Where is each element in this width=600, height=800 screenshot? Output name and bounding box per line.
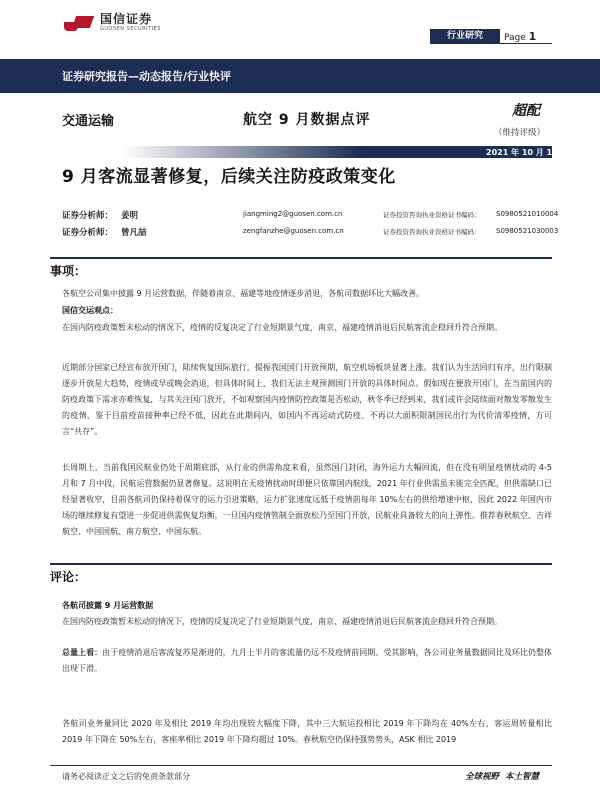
inline-text: 由于疫情消退后客流复苏是渐进的，九月上半月的客流量仍远不及疫情前同期、受其影响，各公司业务量数据同比及环比仍整体出现下滑。 bbox=[62, 648, 552, 673]
rating-note: （维持评级） bbox=[494, 128, 546, 138]
slogan-part: 全球视野 bbox=[465, 772, 500, 782]
analyst-row-1 bbox=[62, 209, 138, 221]
guosen-logo-icon bbox=[62, 14, 96, 32]
page-number: 1 bbox=[528, 30, 537, 43]
paragraph: 长周期上，当前我国民航业仍处于周期底部，从行业的供需角度来看，虽然国门封闭，海外运力大幅回流，但在没有明显疫情扰动的 4-5 月和 7 月中段，民航运营数据仍显著修复。这说明在无疫情扰动时即便只依靠国内航线，2021 年行业供需虽未能完全匹配，但供需缺口已经显著收窄，目前各航司仍保持着保守的运力引进策略，运力扩张速度远低于疫情前每年 10%左右的供给增速中枢，因此 2022 年国内市场的继续修复有望进一步促进供需恢复均衡，一旦国内疫情管制全面放松乃至国门开放，民航业具备较大的向上弹性。推荐春秋航空、吉祥航空、中国国航、南方航空、中国东航。 bbox=[62, 463, 552, 536]
paragraph: 各航空公司集中披露 9 月运营数据，伴随着南京、福建等地疫情逐步消退，各航司数据环比大幅改善。 bbox=[62, 289, 425, 298]
date-bar-fade bbox=[62, 146, 362, 158]
paragraph: 近期部分国家已经宣布放开国门，陆续恢复国际旅行，提振我国国门开放预期，航空机场板块显著上涨。我们认为生活回归有序，出行限制逐步开放是大趋势，疫情或早或晚会消退，但具体时间上，我们无法主观预测国门开放的具体时间点。假如现在便放开国门，在当前国内的防疫政策下需求亦难恢复，与其关注国门放开，不如观察国内疫情防控政策是否松动，秋冬季已经到来，我们或许会陆续面对散发零散发生的疫情，鉴于目前疫苗接种率已经不低，因此在此期间内，如国内不再运动式防疫、不再以大面积限制国民出行为代价清零疫情，方可言“共存”。 bbox=[62, 363, 552, 436]
inline-bold: 总量上看： bbox=[62, 648, 103, 657]
analyst-label: 证券分析师： bbox=[62, 228, 114, 238]
analyst-name: 姜明 bbox=[121, 211, 139, 221]
analyst-label: 证券分析师： bbox=[62, 211, 114, 221]
section-divider bbox=[50, 563, 552, 565]
analyst-email: zengfanzhe@guosen.com.cn bbox=[243, 227, 344, 235]
company-logo bbox=[62, 13, 161, 32]
industry-name: 交通运输 bbox=[62, 114, 115, 129]
section-divider bbox=[50, 257, 552, 259]
page-label: Page bbox=[504, 33, 526, 43]
section-heading-events: 事项： bbox=[50, 264, 87, 278]
cert-number: S0980521030003 bbox=[496, 227, 559, 235]
analyst-name: 曾凡喆 bbox=[121, 228, 147, 238]
brand-name-en: GUOSEN SECURITIES bbox=[100, 26, 161, 32]
rating: 超配 bbox=[512, 103, 540, 119]
subheading: 各航司披露 9 月运营数据 bbox=[62, 601, 154, 610]
footer-divider bbox=[50, 765, 552, 766]
paragraph: 在国内防疫政策暂未松动的情况下，疫情的反复决定了行业短期景气度，南京、福建疫情消退后民航客流企稳回升符合预期。 bbox=[62, 323, 502, 332]
paragraph: 各航司业务量同比 2020 年及相比 2019 年均出现较大幅度下降，其中三大航运投相比 2019 年下降均在 40%左右，客运周转量相比 2019 年下降在 50%左右，客座率相比 2019 年下降均超过 10%。春秋航空仍保持强势势头，ASK 相比 2019 bbox=[62, 719, 552, 744]
report-title: 9 月客流显著修复，后续关注防疫政策变化 bbox=[62, 167, 396, 187]
footer-slogan bbox=[465, 770, 539, 782]
cert-label: 证券投资咨询执业资格证书编码： bbox=[383, 228, 481, 236]
page-indicator bbox=[500, 29, 552, 44]
cert-label: 证券投资咨询执业资格证书编码： bbox=[383, 211, 481, 219]
cert-number: S0980521010004 bbox=[496, 210, 559, 218]
section-heading-comments: 评论： bbox=[50, 570, 87, 584]
report-date: 2021 年 10 月 18 日 bbox=[486, 148, 569, 157]
analyst-row-2 bbox=[62, 226, 147, 238]
footer-disclaimer: 请务必阅读正文之后的免责条款部分 bbox=[62, 772, 190, 781]
paragraph: 在国内防疫政策暂未松动的情况下，疫情的反复决定了行业短期景气度，南京、福建疫情消退后民航客流企稳回升符合预期。 bbox=[62, 617, 502, 626]
report-subtitle: 航空 9 月数据点评 bbox=[243, 112, 371, 128]
viewpoint-heading: 国信交运观点： bbox=[62, 306, 118, 315]
analyst-email: jiangming2@guosen.com.cn bbox=[243, 210, 343, 218]
slogan-part: 本土智慧 bbox=[505, 772, 540, 782]
brand-name-cn: 国信证券 bbox=[100, 12, 153, 26]
paragraph bbox=[62, 645, 552, 677]
report-category-tag: 行业研究 bbox=[430, 29, 500, 44]
report-type-text: 证券研究报告—动态报告/行业快评 bbox=[62, 70, 232, 83]
